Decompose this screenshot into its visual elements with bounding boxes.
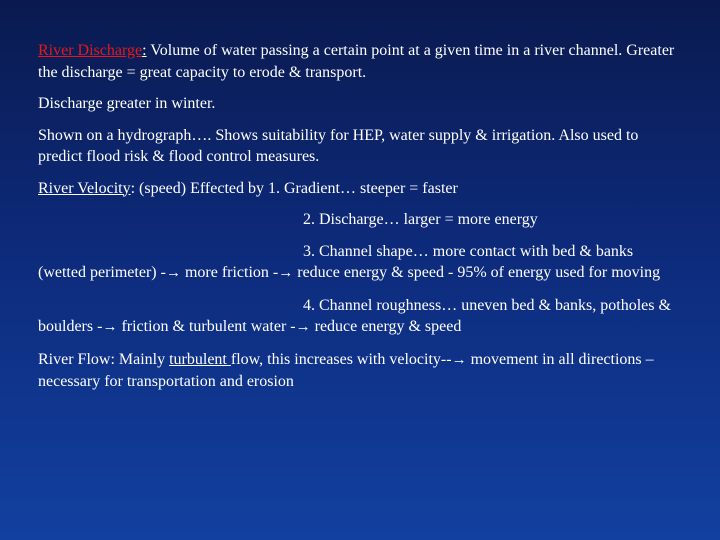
- velocity-intro: : (speed) Effected by 1. Gradient… steeper = faster: [130, 179, 458, 197]
- slide-content: [38, 40, 678, 393]
- discharge-definition: Volume of water passing a certain point at a given time in a river channel. Greater the discharge = great capacity to erode & transport.: [38, 42, 675, 81]
- flow-text-a: flow, this increases with velocity--: [230, 350, 452, 368]
- flow-text-b: movement in all directions – necessary for transportation and erosion: [38, 350, 654, 390]
- discharge-paragraph: [38, 40, 678, 83]
- flow-lead: River Flow: Mainly: [38, 350, 170, 368]
- winter-paragraph: Discharge greater in winter.: [38, 95, 216, 112]
- velocity-point-4-a: 4. Channel roughness… uneven bed & banks, potholes & boulders -: [38, 296, 671, 335]
- arrow-icon: →: [451, 351, 467, 368]
- velocity-point-4-b: friction & turbulent water -: [117, 318, 296, 335]
- velocity-point-2: [38, 209, 678, 231]
- velocity-term: River Velocity: [38, 179, 131, 197]
- arrow-icon: →: [165, 265, 181, 281]
- velocity-point-3-b: more friction -: [180, 264, 279, 281]
- arrow-icon: →: [102, 319, 118, 335]
- hydrograph-paragraph: Shown on a hydrograph…. Shows suitability for HEP, water supply & irrigation. Also used to predict flood risk & flood control measures.: [38, 126, 639, 165]
- flow-turbulent: turbulent: [169, 350, 231, 368]
- velocity-point-4-c: reduce energy & speed: [310, 318, 462, 335]
- arrow-icon: →: [295, 319, 311, 335]
- discharge-term: River Discharge: [38, 42, 143, 59]
- velocity-point-3-c: reduce energy & speed - 95% of energy used for moving: [293, 264, 661, 281]
- velocity-point-3: [38, 241, 678, 285]
- velocity-paragraph: [38, 178, 678, 200]
- discharge-colon: :: [142, 42, 147, 59]
- velocity-point-4: [38, 295, 678, 339]
- velocity-point-2-text: 2. Discharge… larger = more energy: [303, 211, 538, 228]
- flow-paragraph: [38, 349, 678, 393]
- arrow-icon: →: [278, 265, 294, 281]
- velocity-point-3-a: 3. Channel shape… more contact with bed & banks (wetted perimeter) -: [38, 242, 634, 281]
